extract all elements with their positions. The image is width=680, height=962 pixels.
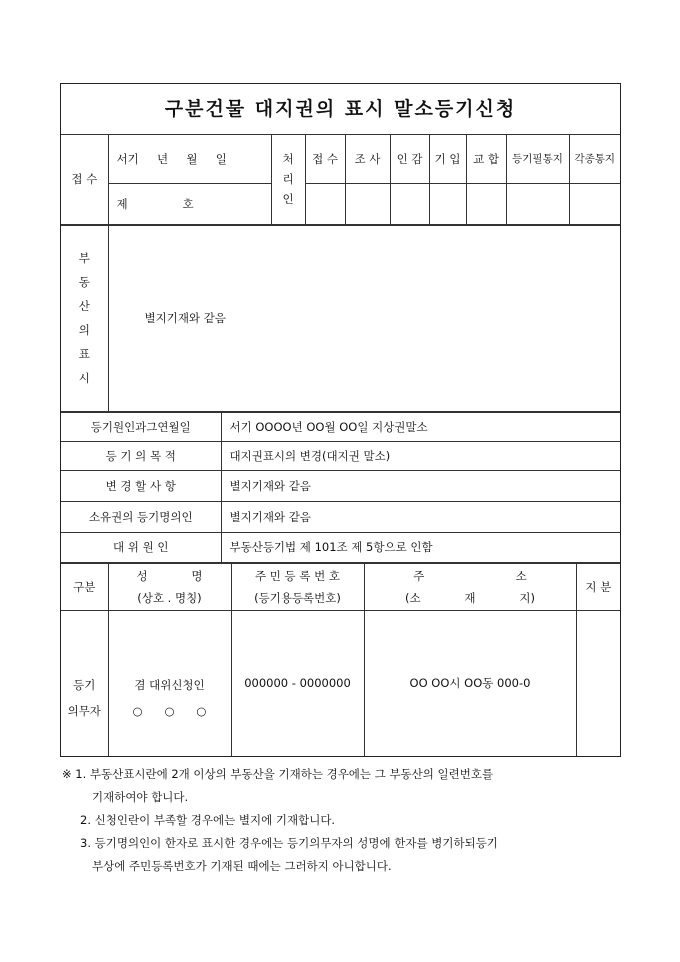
header-address: 주 소	[413, 568, 527, 583]
party-type: 등기	[73, 678, 96, 693]
stamp-cell[interactable]	[345, 183, 390, 224]
receipt-date: 서기 년 월 일	[108, 135, 271, 183]
row-label: 대 위 원 인	[61, 532, 221, 562]
header-name: 성 명	[136, 568, 203, 583]
party-name: 겸 대위신청인	[134, 678, 205, 693]
stamp-cell[interactable]	[429, 183, 466, 224]
header-share: 지 분	[576, 563, 620, 610]
col-receipt: 접 수	[305, 135, 345, 183]
stamp-cell[interactable]	[506, 183, 569, 224]
header-id: 주 민 등 록 번 호	[255, 568, 340, 583]
stamp-cell[interactable]	[305, 183, 345, 224]
note-1-cont: 기재하여야 합니다.	[92, 790, 189, 804]
receipt-label: 접 수	[61, 135, 108, 224]
parties-table	[61, 563, 620, 757]
note-3-cont: 부상에 주민등록번호가 기재된 때에는 그러하지 아니합니다.	[92, 859, 392, 873]
party-type-sub: 의무자	[67, 704, 101, 719]
row-value: 대지권표시의 변경(대지권 말소)	[221, 441, 620, 470]
party-address: OO OO시 OO동 000-0	[364, 610, 576, 756]
stamp-cell[interactable]	[569, 183, 620, 224]
party-share	[576, 610, 620, 756]
registration-form	[60, 83, 621, 757]
header-type: 구분	[61, 563, 108, 610]
row-label: 소유권의 등기명의인	[61, 501, 221, 532]
header-address-sub: (소 재 지)	[404, 590, 536, 605]
row-value: 부동산등기법 제 101조 제 5항으로 인함	[221, 532, 620, 562]
col-seal: 인 감	[390, 135, 429, 183]
row-label: 등기원인과그연월일	[61, 412, 221, 441]
notes	[62, 763, 622, 878]
row-label: 등 기 의 목 적	[61, 441, 221, 470]
party-id: 000000 - 0000000	[231, 610, 364, 756]
stamp-cell[interactable]	[390, 183, 429, 224]
row-label: 변 경 할 사 항	[61, 470, 221, 501]
header-name-sub: (상호 . 명칭)	[137, 590, 202, 605]
receipt-number: 제 호	[108, 183, 271, 224]
row-value: 서기 OOOO년 OO월 OO일 지상권말소	[221, 412, 620, 441]
col-various-notice: 각종통지	[569, 135, 620, 183]
col-entry: 기 입	[429, 135, 466, 183]
property-label: 부 동 산 의 표 시	[61, 225, 108, 411]
row-value: 별지기재와 같음	[221, 470, 620, 501]
form-title: 구분건물 대지권의 표시 말소등기신청	[61, 84, 620, 135]
row-value: 별지기재와 같음	[221, 501, 620, 532]
details-table	[61, 412, 620, 563]
property-value: 별지기재와 같음	[108, 225, 620, 411]
note-2: 2. 신청인란이 부족할 경우에는 별지에 기재합니다.	[80, 813, 336, 827]
party-name-placeholder: ○ ○ ○	[132, 704, 207, 719]
col-check: 교 합	[466, 135, 506, 183]
note-1: ※ 1. 부동산표시란에 2개 이상의 부동산을 기재하는 경우에는 그 부동산의 일련번호를	[62, 767, 494, 781]
handler-label: 처 리 인	[271, 135, 305, 224]
property-table	[61, 225, 620, 412]
header-id-sub: (등기용등록번호)	[254, 590, 341, 605]
receipt-table	[61, 135, 620, 225]
col-review: 조 사	[345, 135, 390, 183]
note-3: 3. 등기명의인이 한자로 표시한 경우에는 등기의무자의 성명에 한자를 병기하되등기	[80, 836, 498, 850]
col-completion-notice: 등기필통지	[506, 135, 569, 183]
stamp-cell[interactable]	[466, 183, 506, 224]
